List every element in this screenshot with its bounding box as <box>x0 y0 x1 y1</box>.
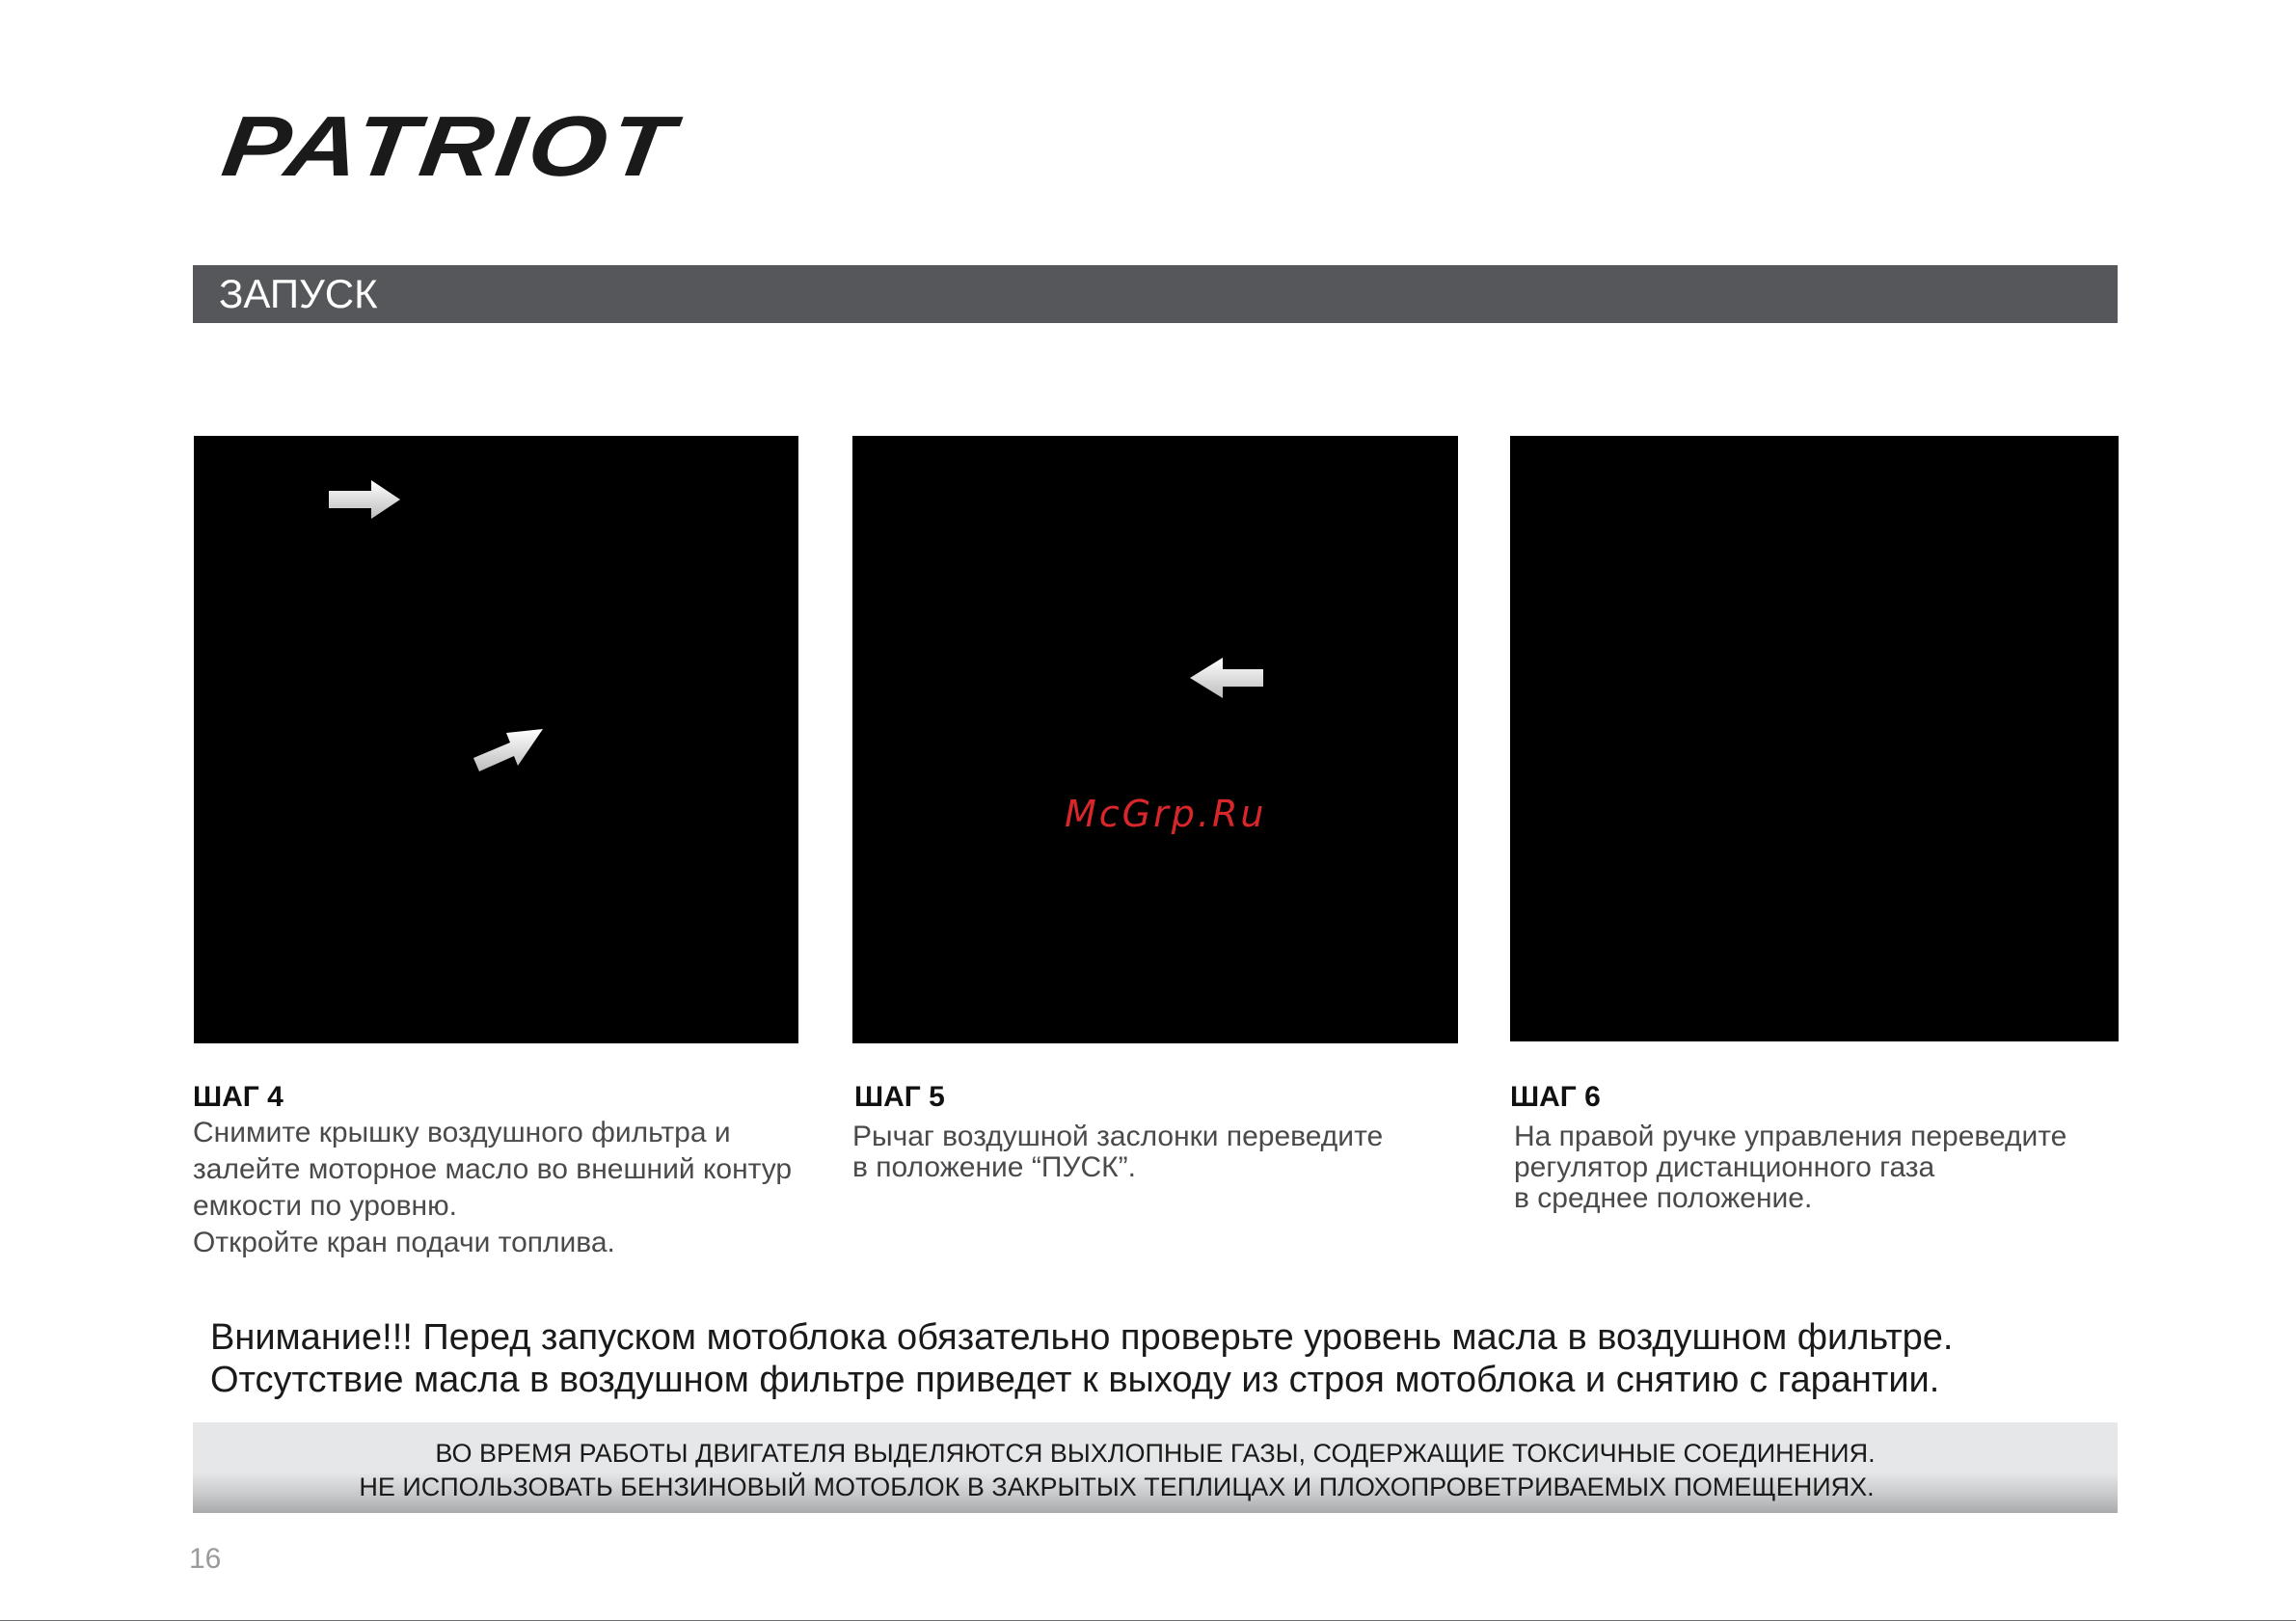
page-number: 16 <box>189 1543 222 1575</box>
section-header-bar <box>193 265 2118 323</box>
step-6-line: регулятор дистанционного газа <box>1514 1151 1935 1183</box>
step-4-title: ШАГ 4 <box>193 1081 284 1113</box>
section-title: ЗАПУСК <box>219 271 378 316</box>
step-6-title: ШАГ 6 <box>1510 1081 1601 1113</box>
arrow-left-icon <box>1188 656 1265 700</box>
notice-line: ВО ВРЕМЯ РАБОТЫ ДВИГАТЕЛЯ ВЫДЕЛЯЮТСЯ ВЫХЛОПНЫЕ ГАЗЫ, СОДЕРЖАЩИЕ ТОКСИЧНЫЕ СОЕДИНЕНИЯ. <box>435 1439 1876 1468</box>
brand-logo: PATRIOT <box>216 98 683 195</box>
watermark: McGrp.Ru <box>1065 793 1267 835</box>
step-6-line: в среднее положение. <box>1514 1182 1813 1214</box>
step-4-photo <box>194 436 798 1043</box>
notice-line: НЕ ИСПОЛЬЗОВАТЬ БЕНЗИНОВЫЙ МОТОБЛОК В ЗАКРЫТЫХ ТЕПЛИЦАХ И ПЛОХОПРОВЕТРИВАЕМЫХ ПОМЕЩЕНИЯХ. <box>359 1472 1875 1501</box>
exhaust-notice-bar <box>193 1422 2118 1513</box>
step-4-text <box>193 1115 792 1261</box>
step-6-photo <box>1510 436 2119 1041</box>
step-4-line: Снимите крышку воздушного фильтра и <box>193 1117 731 1148</box>
warning-line: Внимание!!! Перед запуском мотоблока обязательно проверьте уровень масла в воздушном фильтре. <box>210 1317 1954 1358</box>
warning-line: Отсутствие масла в воздушном фильтре приведет к выходу из строя мотоблока и снятию с гарантии. <box>210 1360 1940 1400</box>
step-5-text <box>852 1121 1383 1183</box>
arrow-up-right-icon <box>472 727 549 775</box>
step-5-photo <box>852 436 1458 1043</box>
step-6-line: На правой ручке управления переведите <box>1514 1121 2067 1152</box>
step-6-text <box>1514 1121 2066 1214</box>
step-5-title: ШАГ 5 <box>854 1081 945 1113</box>
step-4-line: Откройте кран подачи топлива. <box>193 1227 615 1258</box>
oil-warning <box>210 1316 1953 1401</box>
step-5-line: Рычаг воздушной заслонки переведите <box>852 1121 1384 1152</box>
step-5-line: в положение “ПУСК”. <box>852 1151 1136 1183</box>
step-4-line: емкости по уровню. <box>193 1190 457 1222</box>
arrow-right-icon <box>327 478 404 521</box>
step-4-line: залейте моторное масло во внешний контур <box>193 1153 793 1185</box>
